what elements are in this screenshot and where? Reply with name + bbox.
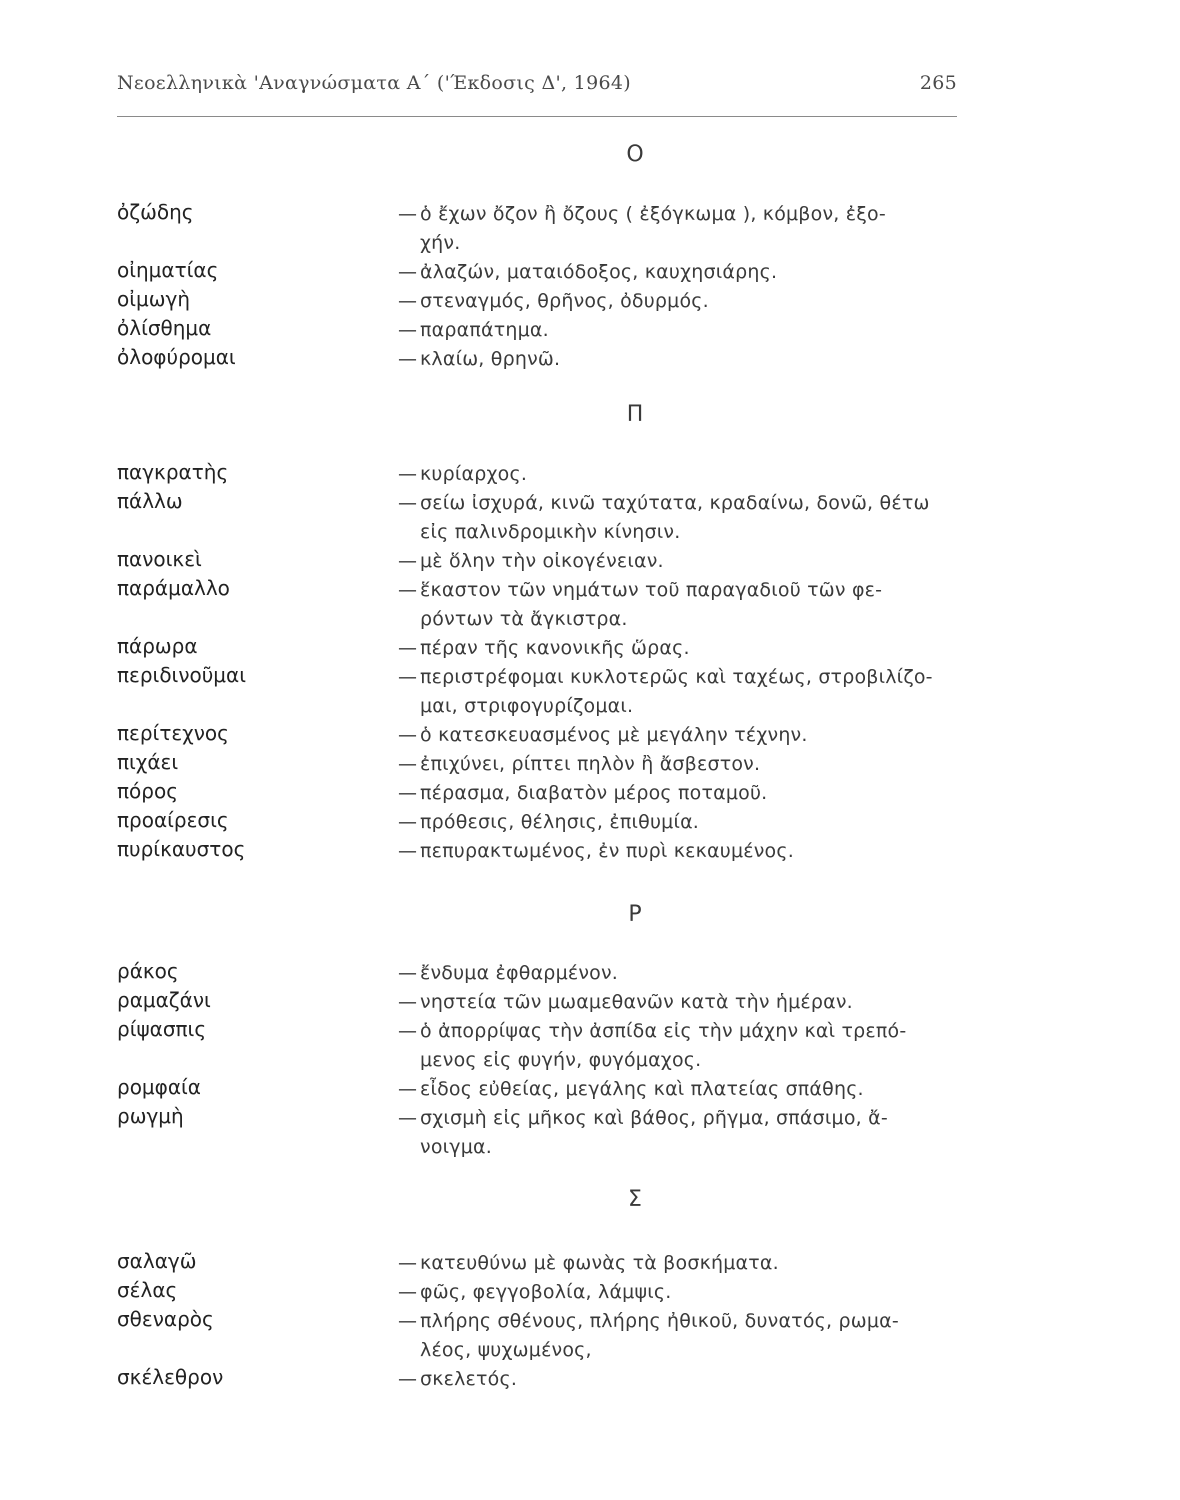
- entry-definition: [398, 808, 970, 837]
- entry-term: παράμαλλο: [117, 576, 230, 600]
- glossary-entry: [0, 808, 1180, 837]
- entry-definition: [398, 1365, 970, 1394]
- glossary-entry: [0, 1075, 1180, 1104]
- entry-definition: [398, 345, 970, 374]
- entry-term: ρίψασπις: [117, 1017, 207, 1041]
- definition-line: ὁ ἔχων ὄζον ἢ ὄζους ( ἐξόγκωμα ), κόμβον, ἐξο-: [420, 203, 886, 225]
- glossary-entry: [0, 779, 1180, 808]
- em-dash: —: [398, 637, 418, 659]
- entry-definition: [398, 258, 970, 287]
- entry-definition: [398, 663, 970, 721]
- em-dash: —: [398, 463, 418, 485]
- glossary-entry: [0, 988, 1180, 1017]
- entry-term: σαλαγῶ: [117, 1249, 197, 1273]
- glossary-entry: [0, 1307, 1180, 1365]
- entry-definition: [398, 1249, 970, 1278]
- glossary-entry: [0, 959, 1180, 988]
- entry-definition: [398, 634, 970, 663]
- section-entries: [0, 200, 1180, 374]
- em-dash: —: [398, 1078, 418, 1100]
- em-dash: —: [398, 1020, 418, 1042]
- definition-continuation: μενος εἰς φυγήν, φυγόμαχος.: [420, 1049, 702, 1071]
- glossary-entry: [0, 1365, 1180, 1394]
- em-dash: —: [398, 261, 418, 283]
- entry-term: ραμαζάνι: [117, 988, 211, 1012]
- glossary-entry: [0, 316, 1180, 345]
- definition-line: ἔνδυμα ἐφθαρμένον.: [420, 962, 619, 984]
- glossary-entry: [0, 634, 1180, 663]
- definition-line: ὁ ἀπορρίψας τὴν ἀσπίδα εἰς τὴν μάχην καὶ τρεπό-: [420, 1020, 907, 1042]
- definition-line: σκελετός.: [420, 1368, 518, 1390]
- entry-term: προαίρεσις: [117, 808, 229, 832]
- section-letter: Π: [626, 402, 644, 427]
- running-header: [117, 72, 957, 94]
- definition-line: ἕκαστον τῶν νημάτων τοῦ παραγαδιοῦ τῶν φε-: [420, 579, 883, 601]
- definition-line: ὁ κατεσκευασμένος μὲ μεγάλην τέχνην.: [420, 724, 808, 746]
- definition-line: σείω ἰσχυρά, κινῶ ταχύτατα, κραδαίνω, δονῶ, θέτω: [420, 492, 930, 514]
- em-dash: —: [398, 724, 418, 746]
- definition-line: μὲ ὅλην τὴν οἰκογένειαν.: [420, 550, 664, 572]
- definition-line: περιστρέφομαι κυκλοτερῶς καὶ ταχέως, στροβιλίζο-: [420, 666, 933, 688]
- entry-definition: [398, 1075, 970, 1104]
- section-letter: Ο: [626, 142, 644, 167]
- book-title: Νεοελληνικὰ 'Αναγνώσματα Α΄ ('Έκδοσις Δ', 1964): [117, 72, 631, 94]
- entry-term: πόρος: [117, 779, 178, 803]
- entry-term: πιχάει: [117, 750, 179, 774]
- definition-line: πέραν τῆς κανονικῆς ὥρας.: [420, 637, 690, 659]
- entry-term: ράκος: [117, 959, 179, 983]
- entry-definition: [398, 721, 970, 750]
- em-dash: —: [398, 1368, 418, 1390]
- definition-continuation: λέος, ψυχωμένος,: [420, 1339, 592, 1361]
- em-dash: —: [398, 840, 418, 862]
- glossary-entry: [0, 663, 1180, 721]
- glossary-entry: [0, 200, 1180, 258]
- definition-line: κλαίω, θρηνῶ.: [420, 348, 561, 370]
- entry-term: περιδινοῦμαι: [117, 663, 246, 687]
- entry-definition: [398, 837, 970, 866]
- glossary-entry: [0, 489, 1180, 547]
- em-dash: —: [398, 579, 418, 601]
- em-dash: —: [398, 782, 418, 804]
- definition-line: κατευθύνω μὲ φωνὰς τὰ βοσκήματα.: [420, 1252, 779, 1274]
- definition-line: ἐπιχύνει, ρίπτει πηλὸν ἢ ἄσβεστον.: [420, 753, 761, 775]
- section-letter: Ρ: [628, 902, 642, 927]
- glossary-entry: [0, 837, 1180, 866]
- definition-line: πέρασμα, διαβατὸν μέρος ποταμοῦ.: [420, 782, 768, 804]
- em-dash: —: [398, 290, 418, 312]
- entry-term: οἰηματίας: [117, 258, 219, 282]
- entry-term: ρομφαία: [117, 1075, 201, 1099]
- entry-term: πάλλω: [117, 489, 183, 513]
- entry-term: πάρωρα: [117, 634, 198, 658]
- glossary-entry: [0, 1278, 1180, 1307]
- glossary-entry: [0, 750, 1180, 779]
- header-rule: [117, 116, 957, 117]
- glossary-entry: [0, 460, 1180, 489]
- entry-definition: [398, 1104, 970, 1162]
- entry-term: σέλας: [117, 1278, 178, 1302]
- entry-term: ὀλοφύρομαι: [117, 345, 236, 369]
- section-letter: Σ: [628, 1187, 642, 1212]
- glossary-entry: [0, 1249, 1180, 1278]
- entry-definition: [398, 547, 970, 576]
- em-dash: —: [398, 811, 418, 833]
- entry-term: περίτεχνος: [117, 721, 229, 745]
- entry-term: ὀλίσθημα: [117, 316, 212, 340]
- glossary-entry: [0, 345, 1180, 374]
- entry-definition: [398, 287, 970, 316]
- em-dash: —: [398, 203, 418, 225]
- definition-continuation: εἰς παλινδρομικὴν κίνησιν.: [420, 521, 681, 543]
- definition-continuation: χήν.: [420, 232, 461, 254]
- entry-term: παγκρατὴς: [117, 460, 229, 484]
- definition-continuation: ρόντων τὰ ἄγκιστρα.: [420, 608, 628, 630]
- em-dash: —: [398, 1107, 418, 1129]
- definition-line: φῶς, φεγγοβολία, λάμψις.: [420, 1281, 672, 1303]
- definition-line: πλήρης σθένους, πλήρης ἠθικοῦ, δυνατός, ρωμα-: [420, 1310, 899, 1332]
- entry-term: ὀζώδης: [117, 200, 194, 224]
- definition-line: σχισμὴ εἰς μῆκος καὶ βάθος, ρῆγμα, σπάσιμο, ἄ-: [420, 1107, 888, 1129]
- glossary-entry: [0, 1104, 1180, 1162]
- definition-line: στεναγμός, θρῆνος, ὀδυρμός.: [420, 290, 709, 312]
- em-dash: —: [398, 492, 418, 514]
- page-number: 265: [919, 72, 957, 94]
- em-dash: —: [398, 962, 418, 984]
- definition-continuation: νοιγμα.: [420, 1136, 492, 1158]
- entry-definition: [398, 779, 970, 808]
- em-dash: —: [398, 348, 418, 370]
- section-entries: [0, 460, 1180, 866]
- definition-continuation: μαι, στριφογυρίζομαι.: [420, 695, 634, 717]
- entry-definition: [398, 489, 970, 547]
- entry-term: σκέλεθρον: [117, 1365, 224, 1389]
- entry-definition: [398, 1278, 970, 1307]
- em-dash: —: [398, 1252, 418, 1274]
- em-dash: —: [398, 1310, 418, 1332]
- entry-definition: [398, 460, 970, 489]
- definition-line: νηστεία τῶν μωαμεθανῶν κατὰ τὴν ἡμέραν.: [420, 991, 853, 1013]
- entry-definition: [398, 988, 970, 1017]
- entry-definition: [398, 316, 970, 345]
- definition-line: ἀλαζών, ματαιόδοξος, καυχησιάρης.: [420, 261, 778, 283]
- glossary-entry: [0, 1017, 1180, 1075]
- entry-term: πυρίκαυστος: [117, 837, 246, 861]
- em-dash: —: [398, 991, 418, 1013]
- definition-line: πρόθεσις, θέλησις, ἐπιθυμία.: [420, 811, 700, 833]
- section-entries: [0, 959, 1180, 1162]
- em-dash: —: [398, 753, 418, 775]
- glossary-entry: [0, 287, 1180, 316]
- definition-line: κυρίαρχος.: [420, 463, 528, 485]
- entry-definition: [398, 750, 970, 779]
- glossary-entry: [0, 721, 1180, 750]
- entry-definition: [398, 959, 970, 988]
- entry-term: σθεναρὸς: [117, 1307, 214, 1331]
- glossary-entry: [0, 576, 1180, 634]
- glossary-entry: [0, 258, 1180, 287]
- entry-term: οἰμωγὴ: [117, 287, 190, 311]
- em-dash: —: [398, 1281, 418, 1303]
- entry-term: ρωγμὴ: [117, 1104, 184, 1128]
- entry-definition: [398, 1017, 970, 1075]
- glossary-entry: [0, 547, 1180, 576]
- em-dash: —: [398, 319, 418, 341]
- em-dash: —: [398, 666, 418, 688]
- section-entries: [0, 1249, 1180, 1394]
- entry-term: πανοικεὶ: [117, 547, 202, 571]
- definition-line: πεπυρακτωμένος, ἐν πυρὶ κεκαυμένος.: [420, 840, 794, 862]
- entry-definition: [398, 1307, 970, 1365]
- em-dash: —: [398, 550, 418, 572]
- entry-definition: [398, 200, 970, 258]
- definition-line: εἶδος εὐθείας, μεγάλης καὶ πλατείας σπάθης.: [420, 1078, 864, 1100]
- entry-definition: [398, 576, 970, 634]
- definition-line: παραπάτημα.: [420, 319, 549, 341]
